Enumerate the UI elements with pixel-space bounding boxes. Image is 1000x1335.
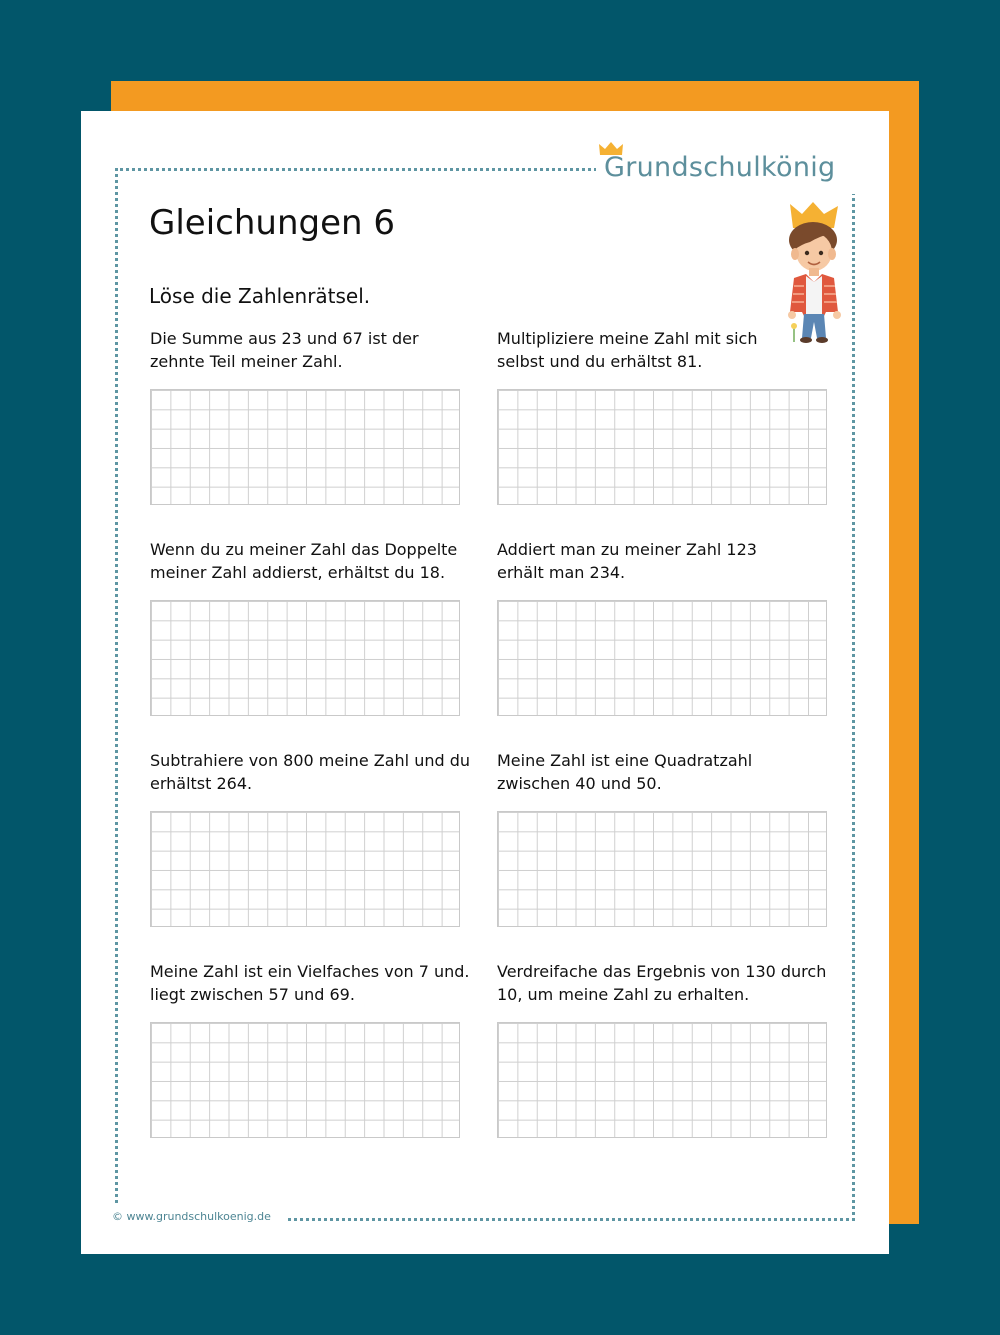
task-8-line-1: Verdreifache das Ergebnis von 130 durch <box>497 962 827 981</box>
task-4-answer-grid[interactable] <box>497 600 827 716</box>
task-2-line-1: Multipliziere meine Zahl mit sich <box>497 329 758 348</box>
task-6-text <box>497 749 752 795</box>
brand-logo-text: Grundschulkönig <box>604 152 836 183</box>
task-5-answer-grid[interactable] <box>150 811 460 927</box>
task-4-text <box>497 538 757 584</box>
task-3-text <box>150 538 457 584</box>
task-2-answer-grid[interactable] <box>497 389 827 505</box>
task-1-text <box>150 327 419 373</box>
task-6-answer-grid[interactable] <box>497 811 827 927</box>
task-7-line-1: Meine Zahl ist ein Vielfaches von 7 und. <box>150 962 470 981</box>
task-7-answer-grid[interactable] <box>150 1022 460 1138</box>
task-3-line-1: Wenn du zu meiner Zahl das Doppelte <box>150 540 458 559</box>
website-footer: © www.grundschulkoenig.de <box>112 1210 271 1223</box>
task-8-line-2: 10, um meine Zahl zu erhalten. <box>497 985 750 1004</box>
task-1-answer-grid[interactable] <box>150 389 460 505</box>
task-5-line-1: Subtrahiere von 800 meine Zahl und du <box>150 751 471 770</box>
task-2-text <box>497 327 758 373</box>
task-4-line-2: erhält man 234. <box>497 563 626 582</box>
task-6-line-1: Meine Zahl ist eine Quadratzahl <box>497 751 753 770</box>
task-3-answer-grid[interactable] <box>150 600 460 716</box>
task-6-line-2: zwischen 40 und 50. <box>497 774 662 793</box>
task-1-line-1: Die Summe aus 23 und 67 ist der <box>150 329 419 348</box>
task-5-line-2: erhältst 264. <box>150 774 253 793</box>
task-7-line-2: liegt zwischen 57 und 69. <box>150 985 355 1004</box>
task-2-line-2: selbst und du erhältst 81. <box>497 352 703 371</box>
task-1-line-2: zehnte Teil meiner Zahl. <box>150 352 343 371</box>
task-8-answer-grid[interactable] <box>497 1022 827 1138</box>
task-3-line-2: meiner Zahl addierst, erhältst du 18. <box>150 563 446 582</box>
boy-with-crown-illustration <box>780 200 850 345</box>
task-4-line-1: Addiert man zu meiner Zahl 123 <box>497 540 757 559</box>
task-7-text <box>150 960 470 1006</box>
task-8-text <box>497 960 826 1006</box>
instruction-text: Löse die Zahlenrätsel. <box>149 284 371 308</box>
task-5-text <box>150 749 470 795</box>
worksheet-title: Gleichungen 6 <box>149 203 395 243</box>
